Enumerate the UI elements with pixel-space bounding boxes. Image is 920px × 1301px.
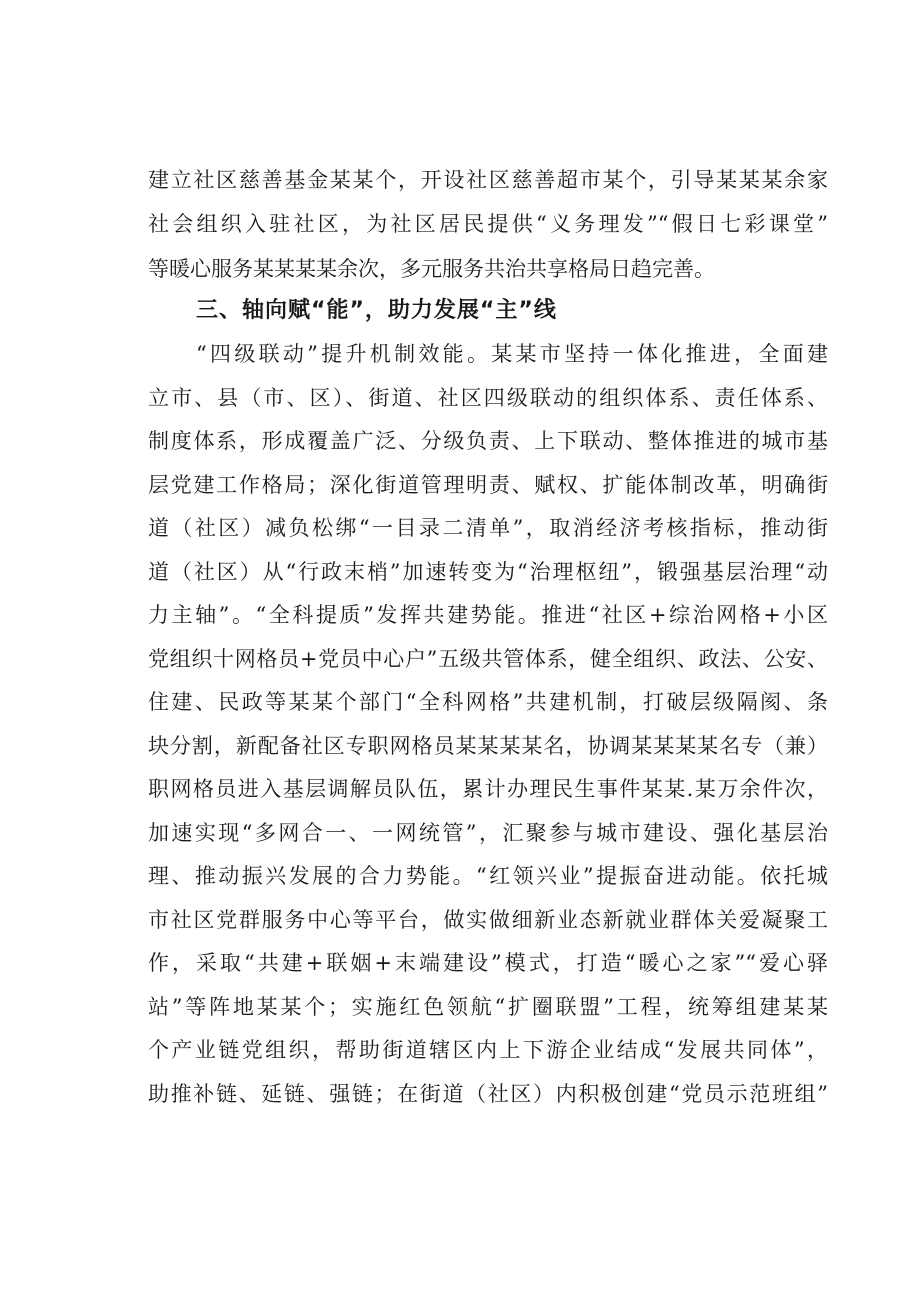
paragraph1-line-2: 社会组织入驻社区，为社区居民提供“义务理发”“假日七彩课堂”: [148, 212, 828, 236]
paragraph2-line-2: 立市、县（市、区）、街道、社区四级联动的组织体系、责任体系、: [148, 386, 828, 410]
paragraph2-line-14: 市社区党群服务中心等平台，做实做细新业态新就业群体关爱凝聚工: [148, 908, 828, 932]
paragraph2-line-12: 加速实现“多网合一、一网统管”，汇聚参与城市建设、强化基层治: [148, 821, 828, 845]
paragraph2-line-6: 道（社区）从“行政末梢”加速转变为“治理枢纽”，锻强基层治理“动: [148, 560, 828, 584]
paragraph2-line-8: 党组织十网格员+党员中心户”五级共管体系，健全组织、政法、公安、: [148, 647, 828, 671]
paragraph2-line-7: 力主轴”。“全科提质”发挥共建势能。推进“社区+综治网格+小区: [148, 603, 828, 627]
paragraph2-line-17: 个产业链党组织，帮助街道辖区内上下游企业结成“发展共同体”，: [148, 1038, 828, 1062]
paragraph2-line-16: 站”等阵地某某个；实施红色领航“扩圈联盟”工程，统筹组建某某: [148, 995, 828, 1019]
paragraph1-line-1: 建立社区慈善基金某某个，开设社区慈善超市某个，引导某某某余家: [148, 168, 828, 192]
paragraph2-line-5: 道（社区）减负松绑“一目录二清单”，取消经济考核指标，推动街: [148, 516, 828, 540]
paragraph2-line-4: 层党建工作格局；深化街道管理明责、赋权、扩能体制改革，明确街: [148, 473, 828, 497]
paragraph2-line-15: 作，采取“共建+联姻+末端建设”模式，打造“暖心之家”“爱心驿: [148, 951, 828, 975]
paragraph2-line-1: “四级联动”提升机制效能。某某市坚持一体化推进，全面建: [196, 342, 828, 366]
paragraph2-line-13: 理、推动振兴发展的合力势能。“红领兴业”提振奋进动能。依托城: [148, 864, 828, 888]
paragraph2-line-3: 制度体系，形成覆盖广泛、分级负责、上下联动、整体推进的城市基: [148, 429, 828, 453]
paragraph2-line-9: 住建、民政等某某个部门“全科网格”共建机制，打破层级隔阂、条: [148, 690, 828, 714]
paragraph1-line-3: 等暖心服务某某某某余次，多元服务共治共享格局日趋完善。: [148, 257, 715, 281]
paragraph2-line-10: 块分割，新配备社区专职网格员某某某某名，协调某某某某名专（兼）: [148, 734, 828, 758]
paragraph2-line-18: 助推补链、延链、强链；在街道（社区）内积极创建“党员示范班组”: [148, 1082, 828, 1106]
section-heading: 三、轴向赋“能”，助力发展“主”线: [196, 298, 557, 323]
paragraph2-line-11: 职网格员进入基层调解员队伍，累计办理民生事件某某.某万余件次，: [148, 777, 828, 801]
